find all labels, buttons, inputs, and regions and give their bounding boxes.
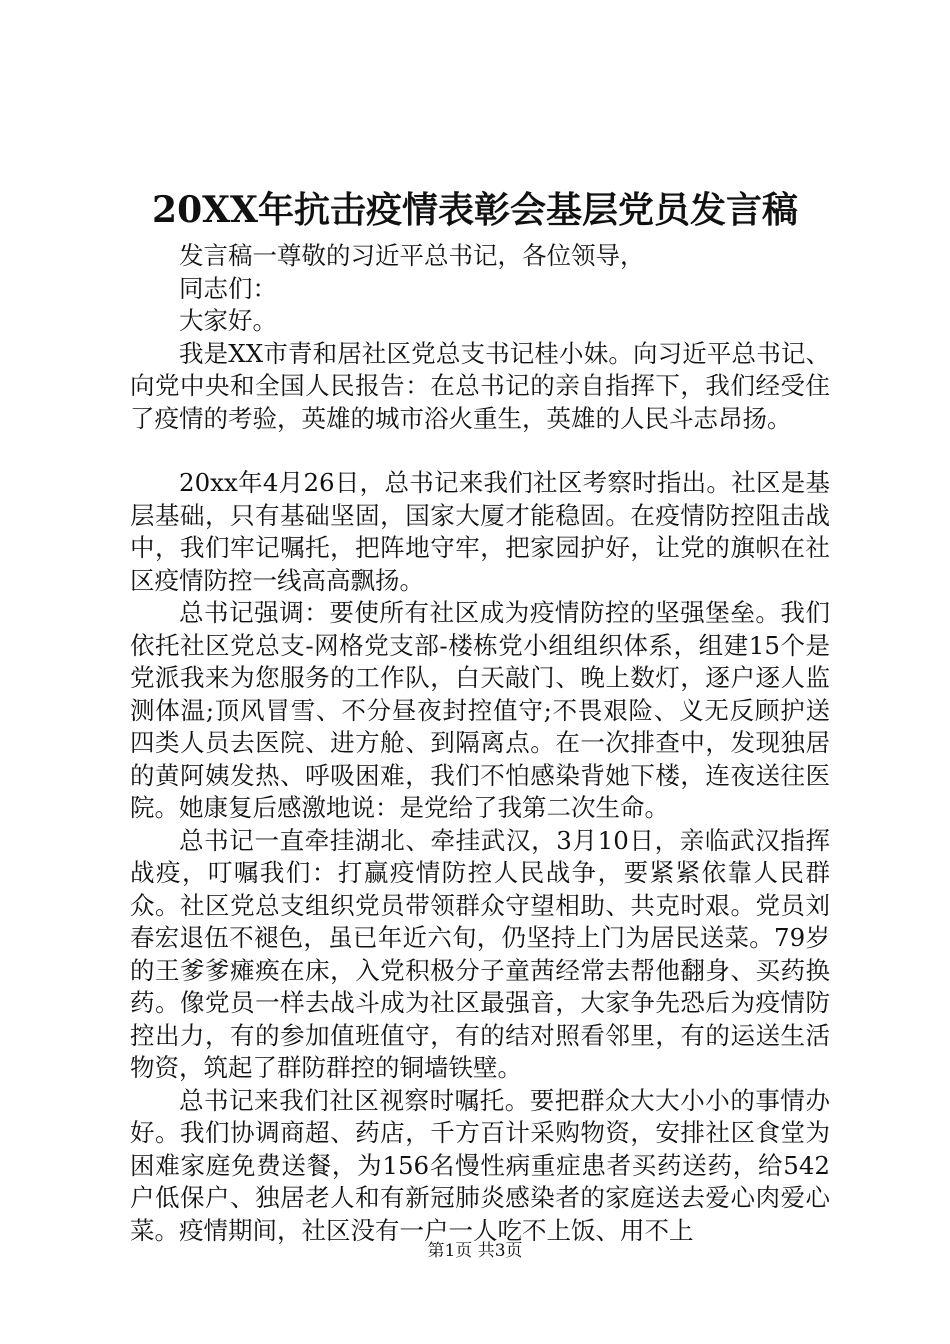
paragraph-serve-masses: 总书记来我们社区视察时嘱托。要把群众大大小小的事情办好。我们协调商超、药店，千方百计采购物资，安排社区食堂为困难家庭免费送餐，为156名慢性病重症患者买药送药，给542户低保户、独居老人和有新冠肺炎感染者的家庭送去爱心肉爱心菜。疫情期间，社区没有一户一人吃不上饭、用不上 [130,1085,830,1245]
paragraph-fortress: 总书记强调：要使所有社区成为疫情防控的坚强堡垒。我们依托社区党总支-网格党支部-楼栋党小组组织体系，组建15个是党派我来为您服务的工作队，白天敲门、晚上数灯，逐户逐人监测体温;顶风冒雪、不分昼夜封控值守;不畏艰险、义无反顾护送四类人员去医院、进方舱、到隔离点。在一次排查中，发现独居的黄阿姨发热、呼吸困难，我们不怕感染背她下楼，连夜送往医院。她康复后感激地说：是党给了我第二次生命。 [130,598,830,822]
paragraph-salutation: 发言稿一尊敬的习近平总书记，各位领导， [179,241,645,270]
paragraph-rely-on-masses: 总书记一直牵挂湖北、牵挂武汉，3月10日，亲临武汉指挥战疫，叮嘱我们：打赢疫情防控人民战争，要紧紧依靠人民群众。社区党总支组织党员带领群众守望相助、共克时艰。党员刘春宏退伍不褪色，虽已年近六旬，仍坚持上门为居民送菜。79岁的王爹爹瘫痪在床，入党积极分子童茜经常去帮他翻身、买药换药。像党员一样去战斗成为社区最强音，大家争先恐后为疫情防控出力，有的参加值班值守，有的结对照看邻里，有的运送生活物资，筑起了群防群控的铜墙铁壁。 [130,825,830,1082]
document-title: 20XX年抗击疫情表彰会基层党员发言稿 [152,189,798,231]
paragraph-greeting: 大家好。 [179,306,277,335]
paragraph-inspection: 20xx年4月26日，总书记来我们社区考察时指出。社区是基层基础，只有基础坚固，国家大厦才能稳固。在疫情防控阻击战中，我们牢记嘱托，把阵地守牢，把家园护好，让党的旗帜在社区疫情防控一线高高飘扬。 [130,468,830,595]
document-body [130,240,830,1247]
paragraph-introduction: 我是XX市青和居社区党总支书记桂小妹。向习近平总书记、向党中央和全国人民报告：在总书记的亲自指挥下，我们经受住了疫情的考验，英雄的城市浴火重生，英雄的人民斗志昂扬。 [130,338,830,433]
page-number: 第1页 共3页 [427,1241,523,1261]
paragraph-comrades: 同志们： [179,273,277,303]
